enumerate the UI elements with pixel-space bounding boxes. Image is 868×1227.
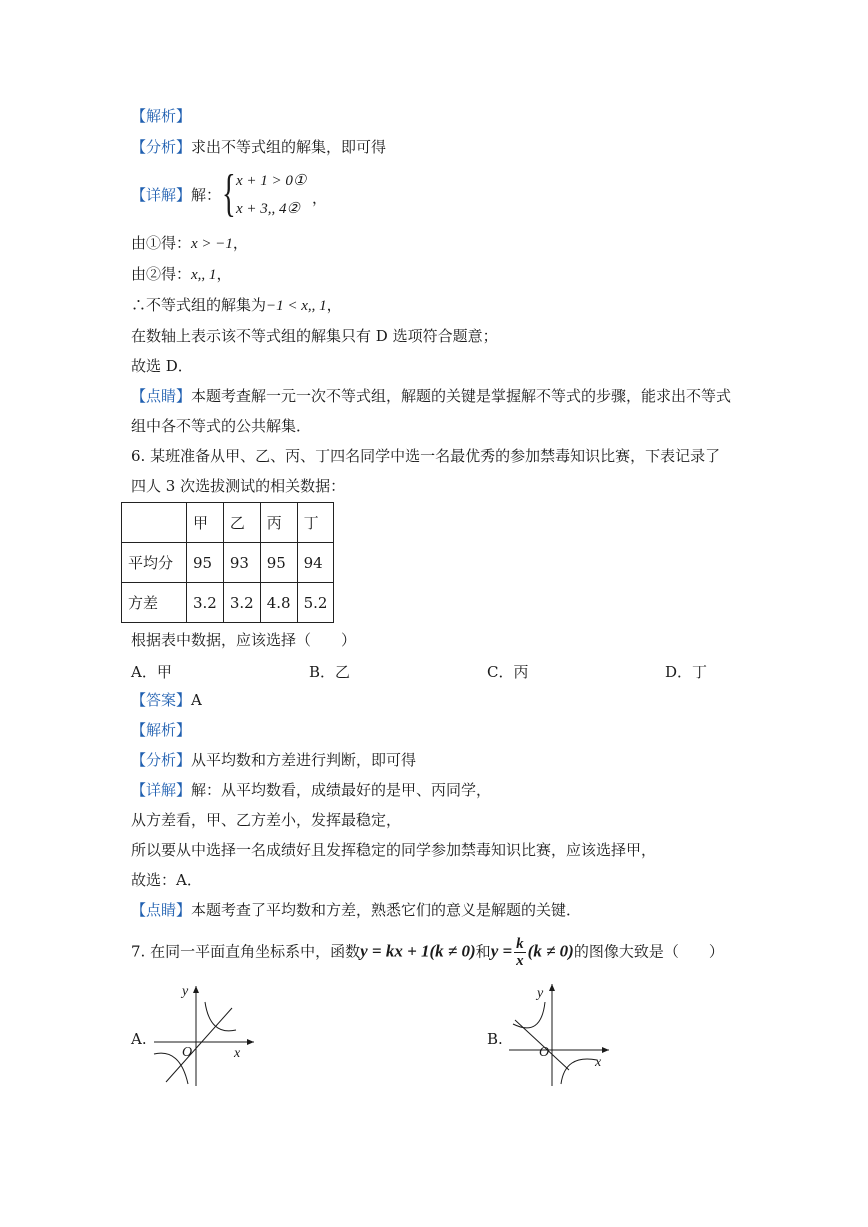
step3-math: −1 < x,, 1 [266, 298, 327, 314]
q5-xiangjie-line [131, 185, 221, 205]
q7-graph-a[interactable] [150, 980, 260, 1088]
q7-linear-function: y = kx + 1(k ≠ 0) [360, 941, 476, 961]
y-axis-label: y [182, 984, 189, 999]
table-header-cell: 乙 [223, 503, 260, 543]
table-cell: 4.8 [260, 583, 297, 623]
q5-step-1 [131, 233, 248, 254]
table-cell: 93 [223, 543, 260, 583]
hyperbola-branch-1 [513, 1002, 545, 1028]
q7-stem [131, 936, 724, 969]
dianjing-text: 本题考查解一元一次不等式组，解题的关键是掌握解不等式的步骤，能求出不等式 [191, 387, 732, 405]
option-a[interactable]: A．甲 [131, 663, 172, 681]
y-axis-label: y [537, 986, 544, 1001]
option-c[interactable]: C．丙 [487, 663, 529, 681]
q7-option-b-label[interactable]: B. [487, 1030, 503, 1048]
q7-func2-lhs: y = [490, 941, 513, 961]
q5-step-3 [131, 295, 342, 316]
fraction-denominator: x [516, 953, 524, 969]
q6-line2: 从方差看，甲、乙方差小，发挥最稳定， [131, 811, 402, 829]
table-cell: 方差 [122, 583, 187, 623]
table-cell: 3.2 [187, 583, 224, 623]
x-axis-arrow [602, 1047, 609, 1053]
q7-option-a-label[interactable]: A. [131, 1030, 147, 1048]
x-axis-label: x [595, 1055, 602, 1070]
table-cell: 94 [297, 543, 334, 583]
score-table [121, 502, 334, 623]
step2-suffix: ， [216, 265, 232, 283]
q7-stem-suffix: 的图像大致是（ ） [573, 942, 724, 961]
answer-tag: 【答案】 [131, 691, 192, 709]
table-cell: 95 [260, 543, 297, 583]
table-cell: 3.2 [223, 583, 260, 623]
xiangjie-text: 解： [191, 186, 222, 204]
fenxi-text: 从平均数和方差进行判断，即可得 [191, 751, 417, 769]
x-axis-label: x [234, 1046, 241, 1061]
table-header-cell: 甲 [187, 503, 224, 543]
table-header-cell: 丙 [260, 503, 297, 543]
q7-graph-b[interactable] [505, 980, 615, 1088]
dianjing-tag: 【点睛】 [131, 387, 192, 405]
step1-suffix: ， [232, 234, 248, 252]
system-brace: { [222, 165, 236, 222]
table-cell: 5.2 [297, 583, 334, 623]
xiangjie-tag: 【详解】 [131, 781, 192, 799]
y-axis-arrow [549, 984, 555, 991]
origin-label: O [539, 1045, 550, 1060]
table-header-cell: 丁 [297, 503, 334, 543]
table-cell: 平均分 [122, 543, 187, 583]
q6-jiexi-tag: 【解析】 [131, 721, 192, 739]
q7-fraction [514, 936, 526, 969]
q6-question: 根据表中数据，应该选择（ ） [131, 631, 357, 649]
q6-line3: 所以要从中选择一名成绩好且发挥稳定的同学参加禁毒知识比赛，应该选择甲， [131, 841, 657, 859]
q6-xiangjie-line [131, 780, 491, 800]
analysis-tag: 【解析】 [131, 107, 192, 125]
q5-dianjing-line2: 组中各不等式的公共解集． [131, 417, 312, 435]
option-b[interactable]: B．乙 [309, 663, 351, 681]
table-row [122, 543, 334, 583]
q5-fenxi-line [131, 137, 386, 157]
q6-stem-line2: 四人 3 次选拔测试的相关数据： [131, 477, 346, 495]
q5-step-2 [131, 264, 231, 285]
table-cell: 95 [187, 543, 224, 583]
q5-dianjing-line1 [131, 386, 731, 406]
q6-dianjing-line [131, 900, 581, 920]
step2-math: x,, 1 [191, 267, 217, 283]
answer-value: A [191, 691, 202, 709]
xiangjie-tag: 【详解】 [131, 186, 192, 204]
step3-prefix: ∴不等式组的解集为 [131, 296, 267, 314]
fenxi-tag: 【分析】 [131, 751, 192, 769]
fenxi-tag: 【分析】 [131, 138, 192, 156]
q7-stem-mid: 和 [475, 942, 491, 961]
dianjing-tag: 【点睛】 [131, 901, 192, 919]
linear-line [166, 1008, 232, 1082]
table-row [122, 583, 334, 623]
y-axis-arrow [193, 986, 199, 993]
hyperbola-branch-1 [205, 1002, 236, 1031]
q6-stem-line1: 6. 某班准备从甲、乙、丙、丁四名同学中选一名最优秀的参加禁毒知识比赛，下表记录了 [131, 447, 721, 465]
q5-choose: 故选 D． [131, 357, 193, 375]
q6-answer-line [131, 690, 202, 710]
q7-func2-rhs: (k ≠ 0) [527, 941, 574, 961]
q6-fenxi-line [131, 750, 416, 770]
inequality-2: x + 3,, 4② [236, 201, 300, 217]
step2-prefix: 由②得： [131, 265, 192, 283]
option-d[interactable]: D．丁 [665, 663, 708, 681]
x-axis-arrow [247, 1039, 254, 1045]
table-header-row [122, 503, 334, 543]
table-header-cell [122, 503, 187, 543]
step1-math: x > −1 [191, 236, 233, 252]
q7-stem-prefix: 7. 在同一平面直角坐标系中，函数 [131, 942, 361, 961]
fraction-numerator: k [516, 936, 524, 952]
step3-suffix: ， [326, 296, 342, 314]
xiangjie-text: 解：从平均数看，成绩最好的是甲、丙同学， [191, 781, 492, 799]
fenxi-text: 求出不等式组的解集，即可得 [191, 138, 387, 156]
origin-label: O [182, 1045, 193, 1060]
hyperbola-branch-2 [561, 1059, 597, 1084]
q5-step-4: 在数轴上表示该不等式组的解集只有 D 选项符合题意； [131, 327, 498, 345]
dianjing-text: 本题考查了平均数和方差，熟悉它们的意义是解题的关键． [191, 901, 582, 919]
inequality-1: x + 1 > 0① [236, 173, 307, 189]
step1-prefix: 由①得： [131, 234, 192, 252]
system-comma: ， [312, 189, 328, 207]
q6-choose: 故选：A． [131, 871, 202, 889]
